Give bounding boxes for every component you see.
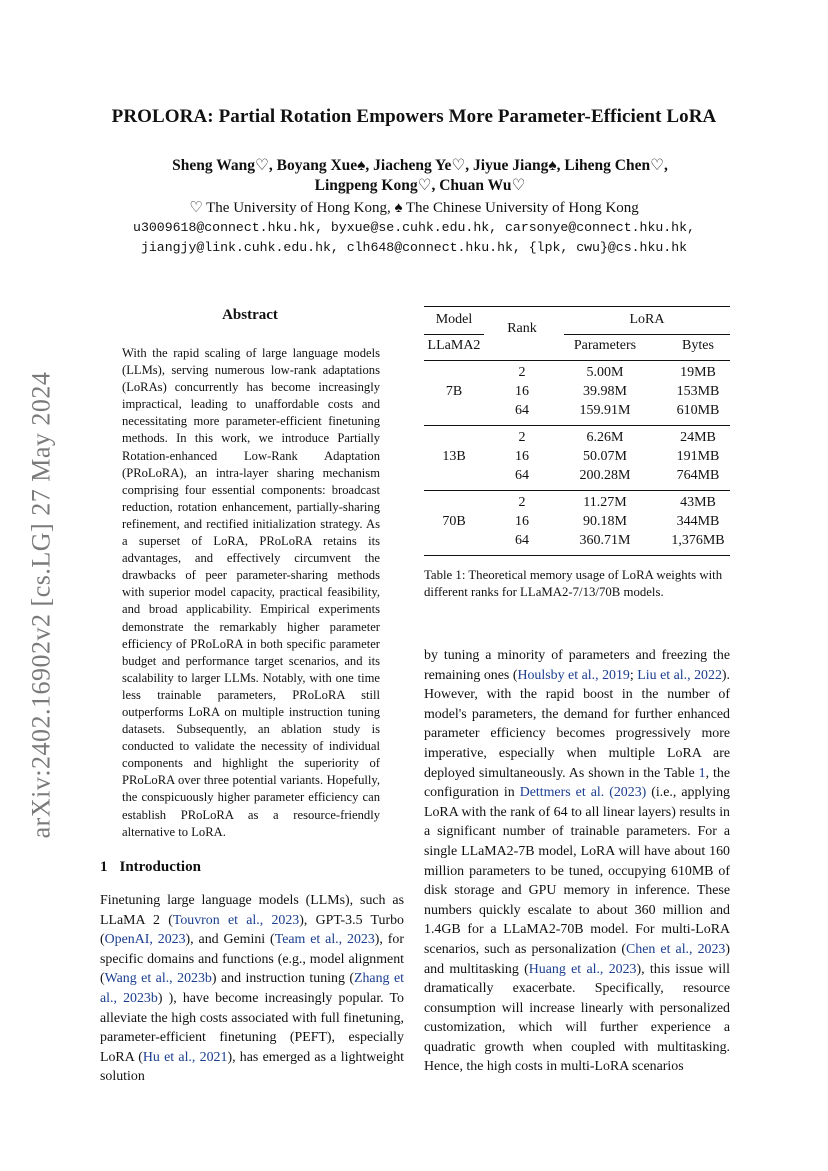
text-run: (i.e., applying LoRA with the rank of 64 to all linear layers) results in a significant number of trainable parameters. For a single LLaMA2-7B model, LoRA will have about 160 million parameters to be tuned, occupying 610MB of disk storage and GPU memory in inference. These numbers quickly escalate to about 360 million and 1.4GB for a LLaMA2-70B model. For multi-LoRA scenarios, such as personalization (	[424, 785, 731, 957]
arxiv-identifier	[18, 350, 64, 860]
table-cell: 2	[518, 430, 526, 445]
citation-link[interactable]: Touvron et al., 2023	[172, 912, 300, 928]
citation-link[interactable]: Houlsby et al., 2019	[517, 667, 630, 683]
citation-link[interactable]: Dettmers et al. (2023)	[519, 785, 647, 801]
table-cell: 6.26M	[586, 430, 624, 445]
header-model-rule	[424, 334, 484, 335]
model-7b: 7B	[445, 384, 463, 399]
text-run: ) and multitasking (	[424, 941, 731, 977]
text-run: by tuning a minority of parameters and freezing the remaining ones (	[424, 648, 730, 683]
table-cell: 764MB	[676, 468, 720, 483]
author-line-2: Lingpeng Kong♡, Chuan Wu♡	[314, 177, 526, 194]
table-cell: 16	[515, 384, 529, 399]
memory-usage-table	[424, 304, 730, 554]
text-run: ), and Gemini (	[185, 932, 275, 948]
text-run: , the configuration in	[424, 765, 730, 801]
citation-link[interactable]: OpenAI, 2023	[104, 932, 186, 948]
table-cell: 90.18M	[583, 514, 627, 529]
intro-paragraph-right	[424, 646, 730, 1077]
header-model: Model	[435, 312, 473, 327]
text-run: ), this issue will dramatically exacerbate. Specifically, resource consumption will increase linearly with personalized customization, which will further experience a quadratic growth when coupled with multitasking. Hence, the high costs in multi-LoRA scenarios	[424, 961, 730, 1075]
paper-title: PROLORA: Partial Rotation Empowers More Parameter-Efficient LoRA	[111, 106, 717, 127]
citation-link[interactable]: Team et al., 2023	[274, 932, 375, 948]
table-cell: 24MB	[680, 430, 716, 445]
table-cell: 19MB	[680, 365, 716, 380]
table-cell: 191MB	[676, 449, 720, 464]
header-lora: LoRA	[629, 312, 665, 327]
table-cell: 200.28M	[579, 468, 631, 483]
table-cell: 153MB	[676, 384, 720, 399]
text-run: ), GPT-3.5 Turbo (	[100, 912, 404, 948]
table-cell: 344MB	[676, 514, 720, 529]
section-number: 1	[100, 859, 108, 875]
table-cell: 2	[518, 495, 526, 510]
table-cell: 64	[515, 403, 529, 418]
text-run: ). However, with the rapid boost in the number of model's parameters, the demand for further enhanced parameter efficiency becomes progressively more imperative, especially when multiple LoRA are deployed simultaneously. As shown in the Table	[424, 667, 730, 781]
model-70b: 70B	[442, 514, 466, 529]
header-rank: Rank	[507, 321, 537, 336]
header-lora-rule	[564, 334, 730, 335]
email-line-1: u3009618@connect.hku.hk, byxue@se.cuhk.edu.hk, carsonye@connect.hku.hk,	[133, 220, 695, 235]
table-cell: 50.07M	[583, 449, 627, 464]
author-line-1: Sheng Wang♡, Boyang Xue♠, Jiacheng Ye♡, Jiyue Jiang♠, Liheng Chen♡,	[172, 157, 668, 174]
table-cell: 16	[515, 449, 529, 464]
model-13b: 13B	[442, 449, 466, 464]
table-cell: 159.91M	[579, 403, 631, 418]
abstract-body: With the rapid scaling of large language models (LLMs), serving numerous low-rank adaptations (LoRAs) concurrently has become increasingly impractical, leading to unaffordable costs and necessitating more parameter-efficient finetuning methods. In this work, we introduce Partially Rotation-enhanced Low-Rank Adaptation (PRoLoRA), an intra-layer sharing mechanism comprising four essential components: broadcast reduction, rotation enhancement, partially-sharing refinement, and rectified initialization strategy. As a superset of LoRA, PRoLoRA retains its advantages, and effectively circumvent the drawbacks of peer parameter-sharing methods with superior model capacity, practical feasibility, and broad applicability. Empirical experiments demonstrate the remarkably higher parameter efficiency of PRoLoRA in both specific parameter budget and performance target scenarios, and its scalability to larger LLMs. Notably, with one time less trainable parameters, PRoLoRA still outperforms LoRA on multiple instruction tuning datasets. Subsequently, an ablation study is conducted to validate the necessity of individual components and highlight the superiority of PRoLoRA over three potential variants. Hopefully, the conspicuously higher parameter efficiency can establish PRoLoRA as a resource-friendly alternative to LoRA.	[122, 346, 380, 839]
text-run: ), has emerged as a lightweight solution	[100, 1049, 404, 1085]
text-run: ) and instruction tuning (	[211, 971, 354, 987]
group-rule	[424, 425, 730, 426]
table-cell: 16	[515, 514, 529, 529]
section-heading	[100, 859, 201, 876]
citation-link[interactable]: Liu et al., 2022	[637, 667, 722, 683]
table-cell: 11.27M	[583, 495, 627, 510]
citation-link[interactable]: Hu et al., 2021	[142, 1049, 228, 1065]
table-cell: 64	[515, 533, 529, 548]
author-emails	[0, 218, 828, 258]
text-run: Finetuning large language models (LLMs), such as LLaMA 2 (	[100, 893, 404, 928]
text-run: ), for specific domains and functions (e.g., model alignment (	[100, 932, 404, 987]
citation-link[interactable]: Wang et al., 2023b	[104, 971, 212, 987]
text-run: ) ), have become increasingly popular. To alleviate the high costs associated with full finetuning, parameter-efficient finetuning (PEFT), especially LoRA (	[100, 990, 404, 1065]
table-caption: Table 1: Theoretical memory usage of LoRA weights with different ranks for LLaMA2-7/13/70B models.	[424, 568, 723, 599]
intro-paragraph-left	[100, 891, 404, 1087]
header-parameters: Parameters	[573, 338, 637, 353]
section-title: Introduction	[119, 859, 201, 875]
table-cell: 43MB	[680, 495, 716, 510]
table-cell: 2	[518, 365, 526, 380]
table-cell: 1,376MB	[671, 533, 725, 548]
table-cell: 5.00M	[586, 365, 624, 380]
table-bottom-rule	[424, 555, 730, 556]
table-cell: 360.71M	[579, 533, 631, 548]
citation-link[interactable]: Chen et al., 2023	[626, 941, 726, 957]
citation-link[interactable]: Huang et al., 2023	[528, 961, 637, 977]
email-line-2: jiangjy@link.cuhk.edu.hk, clh648@connect.hku.hk, {lpk, cwu}@cs.hku.hk	[140, 240, 688, 255]
table-cell: 39.98M	[583, 384, 627, 399]
header-bytes: Bytes	[682, 338, 714, 353]
table-top-rule	[424, 306, 730, 307]
header-bottom-rule	[424, 360, 730, 361]
header-llama: LLaMA2	[427, 338, 481, 353]
abstract-heading: Abstract	[222, 307, 278, 323]
table-cell: 64	[515, 468, 529, 483]
text-run: ;	[629, 667, 638, 683]
table-cell: 610MB	[676, 403, 720, 418]
table-ref-link[interactable]: 1	[698, 765, 706, 781]
affiliations: ♡ The University of Hong Kong, ♠ The Chinese University of Hong Kong	[189, 200, 639, 216]
author-list	[100, 156, 740, 196]
arxiv-id-text: arXiv:2402.16902v2 [cs.LG] 27 May 2024	[26, 371, 55, 839]
group-rule	[424, 490, 730, 491]
citation-link[interactable]: Zhang et al., 2023b	[100, 971, 404, 1006]
